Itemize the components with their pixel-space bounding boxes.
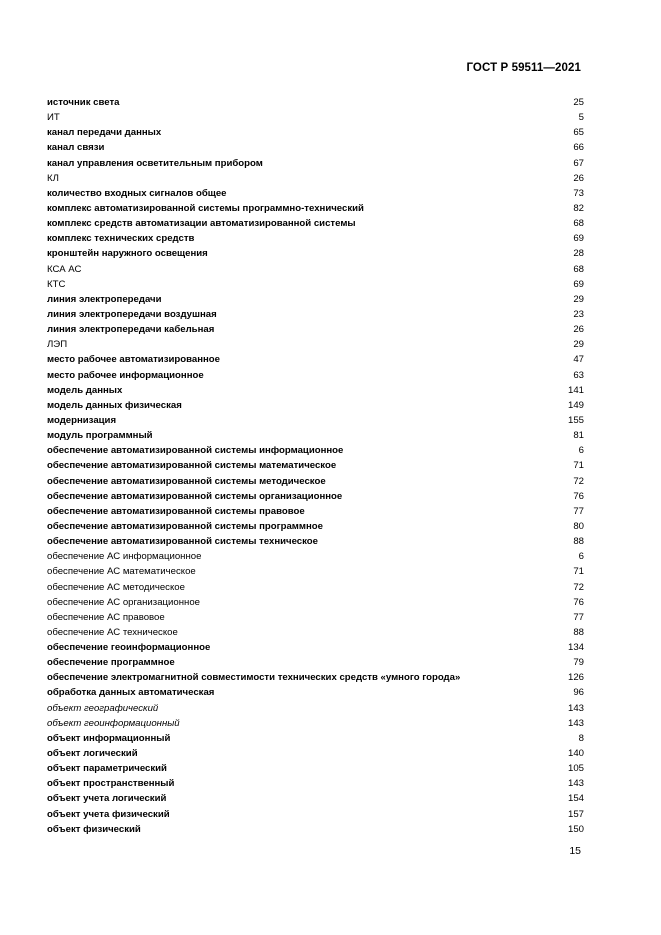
index-term: объект логический	[47, 748, 138, 760]
index-page-number: 149	[567, 399, 584, 411]
index-page-number: 29	[573, 293, 584, 305]
index-entry	[47, 95, 584, 110]
index-page-number: 71	[573, 566, 584, 578]
index-page-number: 71	[573, 460, 584, 472]
index-term: объект геоинформационный	[47, 717, 180, 729]
index-entry	[47, 807, 584, 822]
index-entry	[47, 262, 584, 277]
index-term: обеспечение электромагнитной совместимости технических средств «умного города»	[47, 672, 461, 684]
index-term: обеспечение АС методическое	[47, 581, 185, 593]
index-term: обеспечение автоматизированной системы организационное	[47, 490, 343, 502]
index-page-number: 73	[573, 187, 584, 199]
index-entry	[47, 685, 584, 700]
index-term: линия электропередачи воздушная	[47, 308, 217, 320]
index-entry	[47, 655, 584, 670]
index-page-number: 26	[573, 172, 584, 184]
index-term: КЛ	[47, 172, 59, 184]
index-entry	[47, 398, 584, 413]
index-term: ИТ	[47, 112, 60, 124]
index-entry	[47, 716, 584, 731]
index-term: канал передачи данных	[47, 127, 162, 139]
index-term: источник света	[47, 97, 120, 108]
index-page-number: 8	[578, 732, 584, 744]
index-term: модель данных	[47, 384, 123, 396]
index-entry	[47, 201, 584, 216]
index-entry	[47, 186, 584, 201]
index-page-number: 140	[567, 748, 584, 760]
index-term: объект учета логический	[47, 793, 167, 805]
index-page-number: 88	[573, 536, 584, 548]
index-entry	[47, 701, 584, 716]
index-page-number: 134	[567, 642, 584, 654]
index-page-number: 141	[567, 384, 584, 396]
alphabetical-index	[47, 95, 584, 837]
index-page-number: 6	[578, 551, 584, 563]
index-entry	[47, 822, 584, 837]
index-entry	[47, 580, 584, 595]
index-entry	[47, 246, 584, 261]
index-term: объект пространственный	[47, 778, 175, 790]
index-page-number: 68	[573, 263, 584, 275]
index-entry	[47, 595, 584, 610]
index-term: линия электропередачи кабельная	[47, 324, 215, 336]
index-page-number: 77	[573, 611, 584, 623]
index-page-number: 26	[573, 324, 584, 336]
page-number: 15	[569, 845, 581, 857]
index-entry	[47, 731, 584, 746]
index-term: комплекс автоматизированной системы программно-технический	[47, 202, 364, 214]
index-page-number: 143	[567, 778, 584, 790]
index-entry	[47, 231, 584, 246]
index-page-number: 154	[567, 793, 584, 805]
index-term: обеспечение АС математическое	[47, 566, 196, 578]
index-page-number: 66	[573, 142, 584, 154]
index-page-number: 68	[573, 218, 584, 230]
index-term: обеспечение АС информационное	[47, 551, 202, 563]
index-entry	[47, 549, 584, 564]
index-page-number: 150	[567, 823, 584, 835]
index-page-number: 143	[567, 702, 584, 714]
index-page-number: 96	[573, 687, 584, 699]
index-entry	[47, 413, 584, 428]
index-page-number: 5	[578, 112, 584, 124]
index-term: модернизация	[47, 414, 117, 426]
index-term: обеспечение АС организационное	[47, 596, 200, 608]
document-header: ГОСТ Р 59511—2021	[466, 62, 581, 74]
index-entry	[47, 610, 584, 625]
index-entry	[47, 640, 584, 655]
index-entry	[47, 156, 584, 171]
index-entry	[47, 791, 584, 806]
index-entry	[47, 337, 584, 352]
index-page-number: 63	[573, 369, 584, 381]
index-entry	[47, 277, 584, 292]
index-entry	[47, 322, 584, 337]
index-page-number: 72	[573, 475, 584, 487]
index-term: обработка данных автоматическая	[47, 687, 215, 699]
index-page-number: 76	[573, 490, 584, 502]
index-term: обеспечение АС техническое	[47, 626, 178, 638]
index-entry	[47, 776, 584, 791]
index-page-number: 126	[567, 672, 584, 684]
index-entry	[47, 564, 584, 579]
index-term: обеспечение автоматизированной системы правовое	[47, 505, 305, 517]
index-page-number: 69	[573, 278, 584, 290]
index-term: объект учета физический	[47, 808, 170, 820]
index-term: обеспечение геоинформационное	[47, 642, 211, 654]
index-term: обеспечение АС правовое	[47, 611, 165, 623]
index-page-number: 6	[578, 445, 584, 457]
index-entry	[47, 216, 584, 231]
index-entry	[47, 383, 584, 398]
index-entry	[47, 140, 584, 155]
index-entry	[47, 625, 584, 640]
index-term: обеспечение автоматизированной системы математическое	[47, 460, 337, 472]
index-term: канал связи	[47, 142, 105, 154]
index-entry	[47, 110, 584, 125]
index-entry	[47, 125, 584, 140]
index-term: КТС	[47, 278, 66, 290]
index-term: объект параметрический	[47, 763, 167, 775]
index-page-number: 47	[573, 354, 584, 366]
index-term: место рабочее автоматизированное	[47, 354, 220, 366]
index-entry	[47, 761, 584, 776]
index-page-number: 29	[573, 339, 584, 351]
index-entry	[47, 368, 584, 383]
index-term: КСА АС	[47, 263, 82, 275]
index-page-number: 143	[567, 717, 584, 729]
index-entry	[47, 307, 584, 322]
index-entry	[47, 428, 584, 443]
index-term: количество входных сигналов общее	[47, 187, 227, 199]
index-term: место рабочее информационное	[47, 369, 204, 381]
index-page-number: 88	[573, 626, 584, 638]
index-page-number: 105	[567, 763, 584, 775]
index-entry	[47, 670, 584, 685]
index-term: модуль программный	[47, 430, 153, 442]
index-entry	[47, 504, 584, 519]
index-term: обеспечение автоматизированной системы техническое	[47, 536, 318, 548]
index-page-number: 80	[573, 520, 584, 532]
index-term: комплекс технических средств	[47, 233, 195, 245]
index-page-number: 65	[573, 127, 584, 139]
index-page-number: 81	[573, 430, 584, 442]
index-entry	[47, 292, 584, 307]
index-page-number: 23	[573, 308, 584, 320]
index-page-number: 69	[573, 233, 584, 245]
index-term: кронштейн наружного освещения	[47, 248, 208, 260]
index-entry	[47, 443, 584, 458]
index-page-number: 25	[573, 97, 584, 108]
index-term: объект географический	[47, 702, 159, 714]
index-page-number: 72	[573, 581, 584, 593]
index-term: обеспечение автоматизированной системы программное	[47, 520, 323, 532]
index-entry	[47, 534, 584, 549]
index-page-number: 28	[573, 248, 584, 260]
index-entry	[47, 746, 584, 761]
index-entry	[47, 489, 584, 504]
index-entry	[47, 458, 584, 473]
index-term: комплекс средств автоматизации автоматизированной системы	[47, 218, 356, 230]
index-term: модель данных физическая	[47, 399, 182, 411]
index-term: ЛЭП	[47, 339, 68, 351]
index-term: объект информационный	[47, 732, 171, 744]
index-entry	[47, 519, 584, 534]
index-page-number: 155	[567, 414, 584, 426]
index-page-number: 67	[573, 157, 584, 169]
index-term: линия электропередачи	[47, 293, 162, 305]
index-term: канал управления осветительным прибором	[47, 157, 263, 169]
index-entry	[47, 171, 584, 186]
index-page-number: 82	[573, 202, 584, 214]
index-term: обеспечение автоматизированной системы информационное	[47, 445, 344, 457]
index-page-number: 77	[573, 505, 584, 517]
index-term: обеспечение автоматизированной системы методическое	[47, 475, 326, 487]
index-page-number: 79	[573, 657, 584, 669]
index-page-number: 76	[573, 596, 584, 608]
index-term: обеспечение программное	[47, 657, 175, 669]
index-entry	[47, 474, 584, 489]
index-term: объект физический	[47, 823, 141, 835]
index-entry	[47, 352, 584, 367]
index-page-number: 157	[567, 808, 584, 820]
